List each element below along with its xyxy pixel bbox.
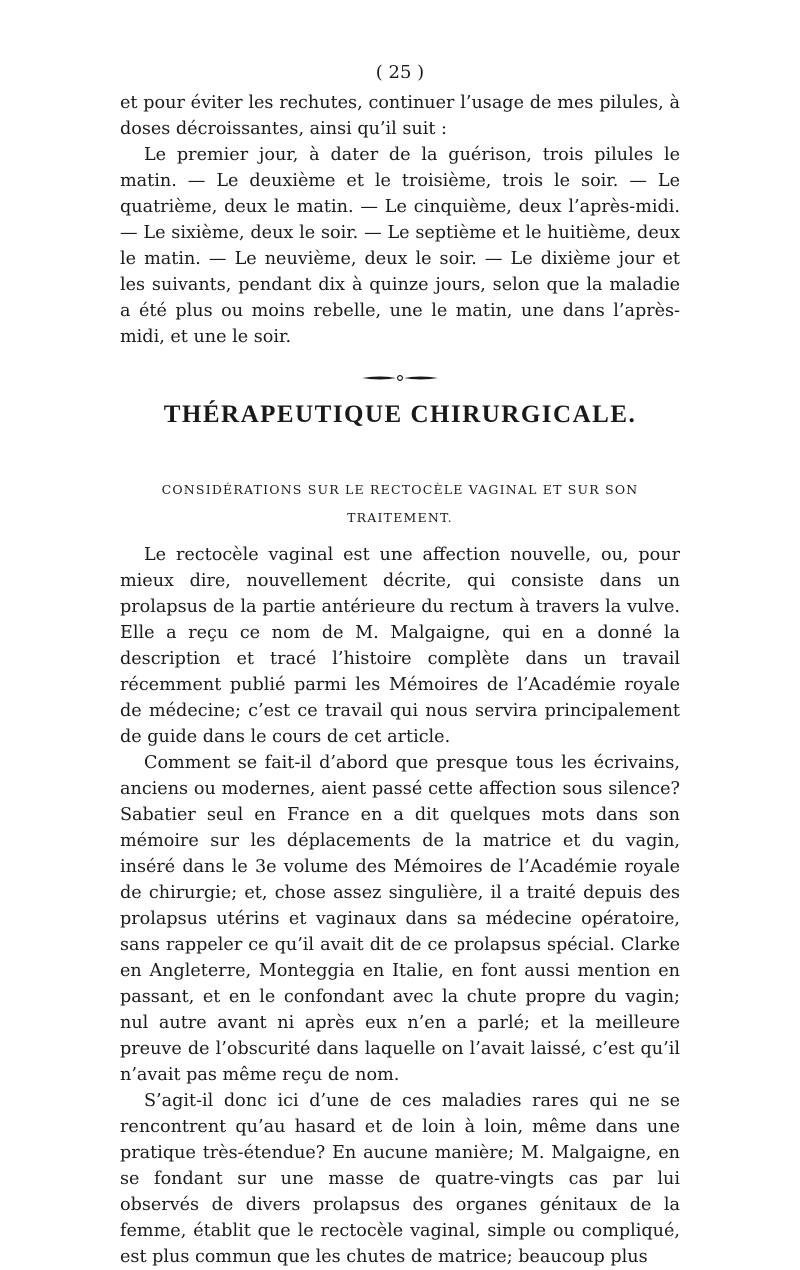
paragraph-continuation: et pour éviter les rechutes, continuer l’usage de mes pilules, à doses décroissantes, ainsi qu’il suit : bbox=[120, 93, 680, 139]
article-title-line: TRAITEMENT. bbox=[347, 510, 453, 525]
page-number: ( 25 ) bbox=[375, 62, 425, 83]
book-page bbox=[120, 62, 680, 1270]
paragraph-dosage: Le premier jour, à dater de la guérison, trois pilules le matin. — Le deuxième et le troisième, trois le soir. — Le quatrième, deux le matin. — Le cinquième, deux l’après-midi. — Le sixième, deux le soir. — Le septième et le huitième, deux le matin. — Le neuvième, deux le soir. — Le dixième jour et les suivants, pendant dix à quinze jours, selon que la maladie a été plus ou moins rebelle, une le matin, une dans l’après-midi, et une le soir. bbox=[120, 145, 680, 347]
article-title bbox=[120, 476, 680, 532]
article-title-line: CONSIDÉRATIONS SUR LE RECTOCÈLE VAGINAL ET SUR SON bbox=[161, 482, 639, 497]
section-title: THÉRAPEUTIQUE CHIRURGICALE. bbox=[163, 401, 637, 428]
paragraph-history: Comment se fait-il d’abord que presque tous les écrivains, anciens ou modernes, aient passé cette affection sous silence? Sabatier seul en France en a dit quelques mots dans son mémoire sur les déplacements de la matrice et du vagin, inséré dans le 3e volume des Mémoires de l’Académie royale de chirurgie; et, chose assez singulière, il a traité depuis des prolapsus utérins et vaginaux dans sa médecine opératoire, sans rappeler ce qu’il avait dit de ce prolapsus spécial. Clarke en Angleterre, Monteggia en Italie, en font aussi mention en passant, et en le confondant avec la chute propre du vagin; nul autre avant ni après eux n’en a parlé; et la meilleure preuve de l’obscurité dans laquelle on l’avait laissé, c’est qu’il n’avait pas même reçu de nom. bbox=[120, 753, 680, 1085]
ornamental-divider bbox=[120, 374, 680, 382]
paragraph-definition: Le rectocèle vaginal est une affection nouvelle, ou, pour mieux dire, nouvellement décrite, qui consiste dans un prolapsus de la partie antérieure du rectum à travers la vulve. Elle a reçu ce nom de M. Malgaigne, qui en a donné la description et tracé l’histoire complète dans un travail récemment publié parmi les Mémoires de l’Académie royale de médecine; c’est ce travail qui nous servira principalement de guide dans le cours de cet article. bbox=[120, 545, 680, 747]
paragraph-frequency: S’agit-il donc ici d’une de ces maladies rares qui ne se rencontrent qu’au hasard et de loin à loin, même dans une pratique très-étendue? En aucune manière; M. Malgaigne, en se fondant sur une masse de quatre-vingts cas par lui observés de divers prolapsus des organes génitaux de la femme, établit que le rectocèle vaginal, simple ou compliqué, est plus commun que les chutes de matrice; beaucoup plus bbox=[120, 1091, 680, 1267]
divider-ornament-icon bbox=[360, 374, 440, 382]
